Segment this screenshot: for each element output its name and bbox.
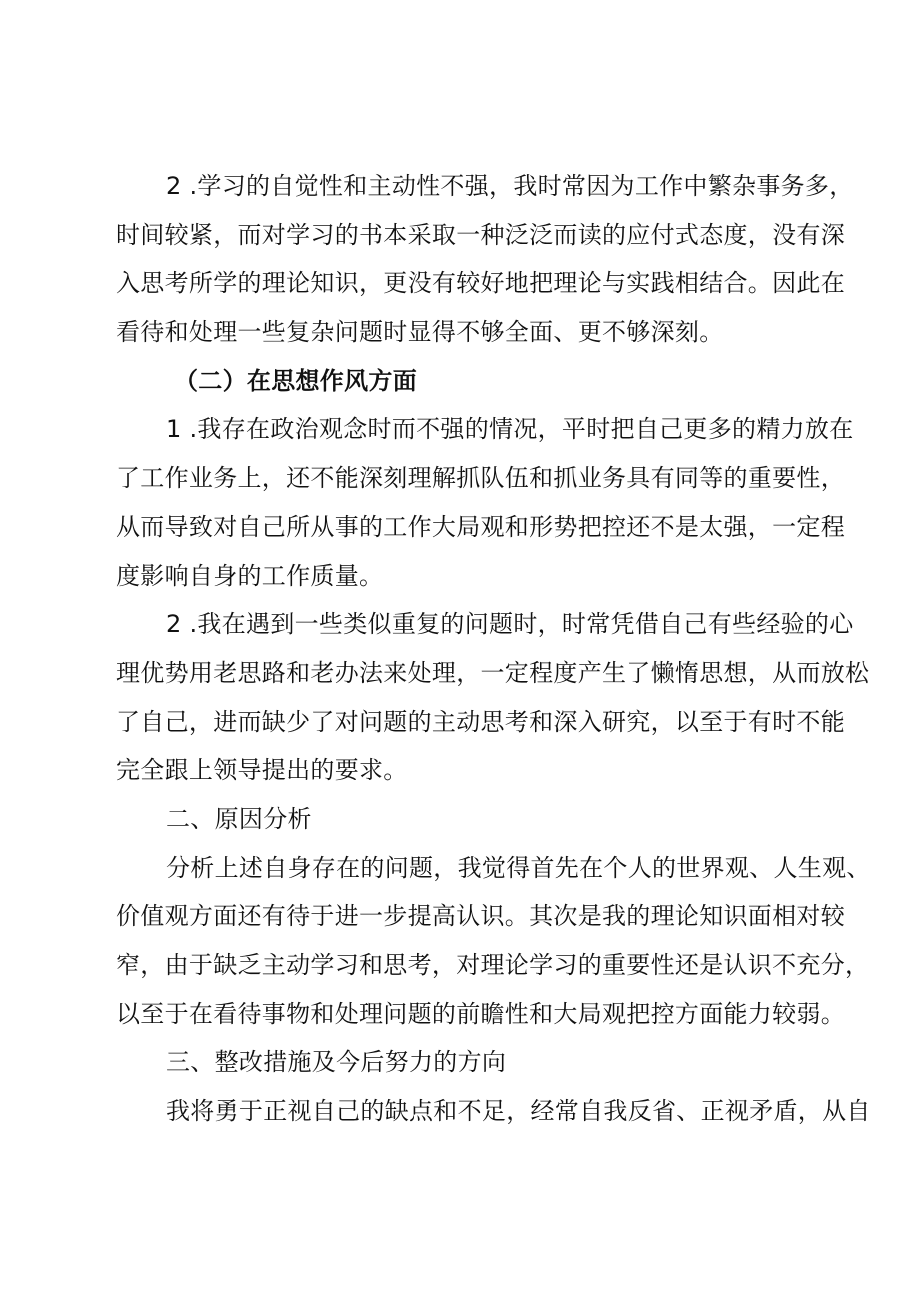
paragraph-line: 了工作业务上，还不能深刻理解抓队伍和抓业务具有同等的重要性， [116,464,845,493]
document-body [116,162,871,1136]
paragraph-line: 1 .我存在政治观念时而不强的情况，平时把自己更多的精力放在 [166,415,854,444]
paragraph-line: 分析上述自身存在的问题，我觉得首先在个人的世界观、人生观、 [166,853,871,882]
paragraph-line: 2 .学习的自觉性和主动性不强，我时常因为工作中繁杂事务多， [166,172,854,200]
paragraph-line: 我将勇于正视自己的缺点和不足，经常自我反省、正视矛盾，从自 [166,1097,871,1126]
paragraph-line: 2 .我在遇到一些类似重复的问题时，时常凭借自己有些经验的心 [166,610,854,639]
section-heading: 三、整改措施及今后努力的方向 [166,1048,507,1077]
paragraph-line: 了自己，进而缺少了对问题的主动思考和深入研究，以至于有时不能 [116,707,845,736]
paragraph-line: 价值观方面还有待于进一步提高认识。其次是我的理论知识面相对较 [116,902,845,931]
paragraph-line: 入思考所学的理论知识，更没有较好地把理论与实践相结合。因此在 [116,269,845,298]
paragraph-line: 窄，由于缺乏主动学习和思考，对理论学习的重要性还是认识不充分， [116,951,870,979]
section-heading: 二、原因分析 [166,804,312,833]
paragraph-line: 看待和处理一些复杂问题时显得不够全面、更不够深刻。 [116,318,724,347]
paragraph-line: 完全跟上领导提出的要求。 [116,756,408,785]
paragraph-line: 理优势用老思路和老办法来处理，一定程度产生了懒惰思想，从而放松 [116,658,870,687]
section-heading: （二）在思想作风方面 [174,366,417,395]
paragraph-line: 从而导致对自己所从事的工作大局观和形势把控还不是太强，一定程 [116,512,845,541]
paragraph-line: 时间较紧，而对学习的书本采取一种泛泛而读的应付式态度，没有深 [116,220,845,249]
paragraph-line: 度影响自身的工作质量。 [116,561,384,590]
paragraph-line: 以至于在看待事物和处理问题的前瞻性和大局观把控方面能力较弱。 [116,999,845,1028]
